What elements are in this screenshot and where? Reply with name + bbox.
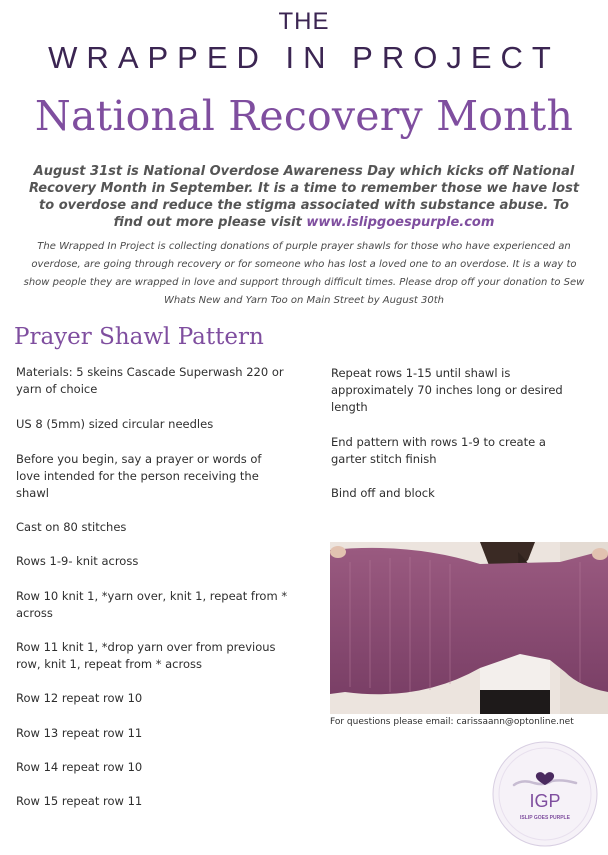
logo-initials: IGP: [529, 791, 561, 811]
intro-text: August 31st is National Overdose Awareness Day which kicks off National Recovery Month in September. It is a time to remember those we have lost to overdose and reduce the stigma associated with substance abuse. To find out more please visit: [28, 164, 580, 230]
pattern-step-row-14: Row 14 repeat row 10: [16, 760, 143, 774]
contact-email: For questions please email: carissaann@optonline.net: [330, 717, 574, 727]
pattern-step-row-15: Row 15 repeat row 11: [16, 794, 143, 808]
shawl-photo: [330, 542, 608, 714]
pattern-step-prayer: Before you begin, say a prayer or words of love intended for the person receiving the shawl: [16, 452, 262, 500]
pattern-step-row-11: Row 11 knit 1, *drop yarn over from previous row, knit 1, repeat from * across: [16, 640, 276, 671]
pattern-step-bind-off: Bind off and block: [331, 486, 435, 500]
section-title: Prayer Shawl Pattern: [14, 324, 264, 350]
logo-tagline: ISLIP GOES PURPLE: [520, 815, 570, 821]
pattern-step-rows-1-9: Rows 1-9- knit across: [16, 554, 139, 568]
pattern-step-cast-on: Cast on 80 stitches: [16, 520, 127, 534]
pattern-step-repeat: Repeat rows 1-15 until shawl is approximately 70 inches long or desired length: [331, 366, 563, 414]
body-paragraph: The Wrapped In Project is collecting donations of purple prayer shawls for those who have experienced an overdose, are going through recovery or for someone who has lost a loved one to an overdose. It is a way to show people they are wrapped in love and support through difficult times. Please drop off your donation to Sew Whats New and Yarn Too on Main Street by August 30th: [23, 241, 585, 306]
pattern-step-end: End pattern with rows 1-9 to create a garter stitch finish: [331, 435, 546, 466]
igp-logo: [490, 739, 600, 849]
shawl-photo-illustration: [330, 542, 608, 714]
intro-paragraph: [26, 163, 582, 231]
pattern-step-needles: US 8 (5mm) sized circular needles: [16, 417, 214, 431]
pattern-step-row-12: Row 12 repeat row 10: [16, 691, 143, 705]
header-the: THE: [278, 8, 330, 35]
pattern-step-row-13: Row 13 repeat row 11: [16, 726, 143, 740]
website-link[interactable]: www.islipgoespurple.com: [306, 215, 495, 230]
page-title: National Recovery Month: [34, 92, 574, 140]
pattern-step-row-10: Row 10 knit 1, *yarn over, knit 1, repeat from * across: [16, 589, 288, 620]
project-name: WRAPPED IN PROJECT: [48, 40, 560, 75]
pattern-step-materials: Materials: 5 skeins Cascade Superwash 220 or yarn of choice: [16, 365, 284, 396]
